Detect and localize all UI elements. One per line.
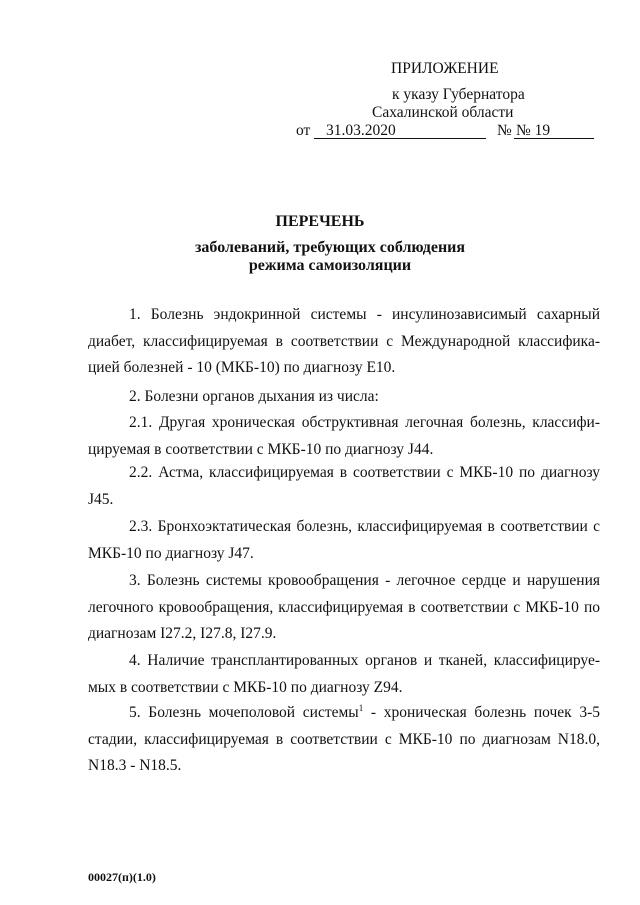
document-subtitle-line2: режима самоизоляции [248,257,412,274]
document-title: ПЕРЕЧЕНЬ [275,213,365,230]
item-2: 2. Болезни органов дыхания из числа: [129,388,379,405]
appendix-label: ПРИЛОЖЕНИЕ [391,60,499,77]
number-sign: № [497,122,512,139]
document-subtitle-line1: заболеваний, требующих соблюдения [194,239,466,256]
decree-reference: к указу Губернатора [392,86,525,103]
date-prefix: от [296,122,311,139]
item-5 [88,700,600,780]
item-2-2: 2.2. Астма, классифицируемая в соответствии с МКБ-10 по диагнозу J45. [88,464,600,508]
footer-code: 00027(п)(1.0) [88,870,156,884]
decree-date: 31.03.2020 [326,122,396,139]
decree-number: № 19 [516,122,551,139]
item-1: 1. Болезнь эндокринной системы - инсулинозависимый сахарный диабет, классифицируемая в соответствии с Международной классифика-цией болезней - 10 (МКБ-10) по диагнозу Е10. [88,306,600,376]
item-3: 3. Болезнь системы кровообращения - легочное сердце и нарушения легочного кровообращения, классифицируемая в соответствии с МКБ-10 по диагнозам I27.2, I27.8, I27.9. [88,572,600,642]
item-2-1: 2.1. Другая хроническая обструктивная легочная болезнь, классифи-цируемая в соответствии с МКБ-10 по диагнозу J44. [88,414,600,458]
item-4: 4. Наличие трансплантированных органов и тканей, классифицируе-мых в соответствии с МКБ-10 по диагнозу Z94. [88,652,600,696]
item-5-start: 5. Болезнь мочеполовой системы [129,704,359,721]
item-2-3: 2.3. Бронхоэктатическая болезнь, классифицируемая в соответствии с МКБ-10 по диагнозу J47. [88,518,600,562]
region-name: Сахалинской области [372,104,514,121]
footnote-marker: 1 [358,702,364,713]
item-5-end: - хроническая болезнь почек 3-5 стадии, классифицируемая в соответствии с МКБ-10 по диагнозам N18.0, N18.3 - N18.5. [88,704,600,774]
